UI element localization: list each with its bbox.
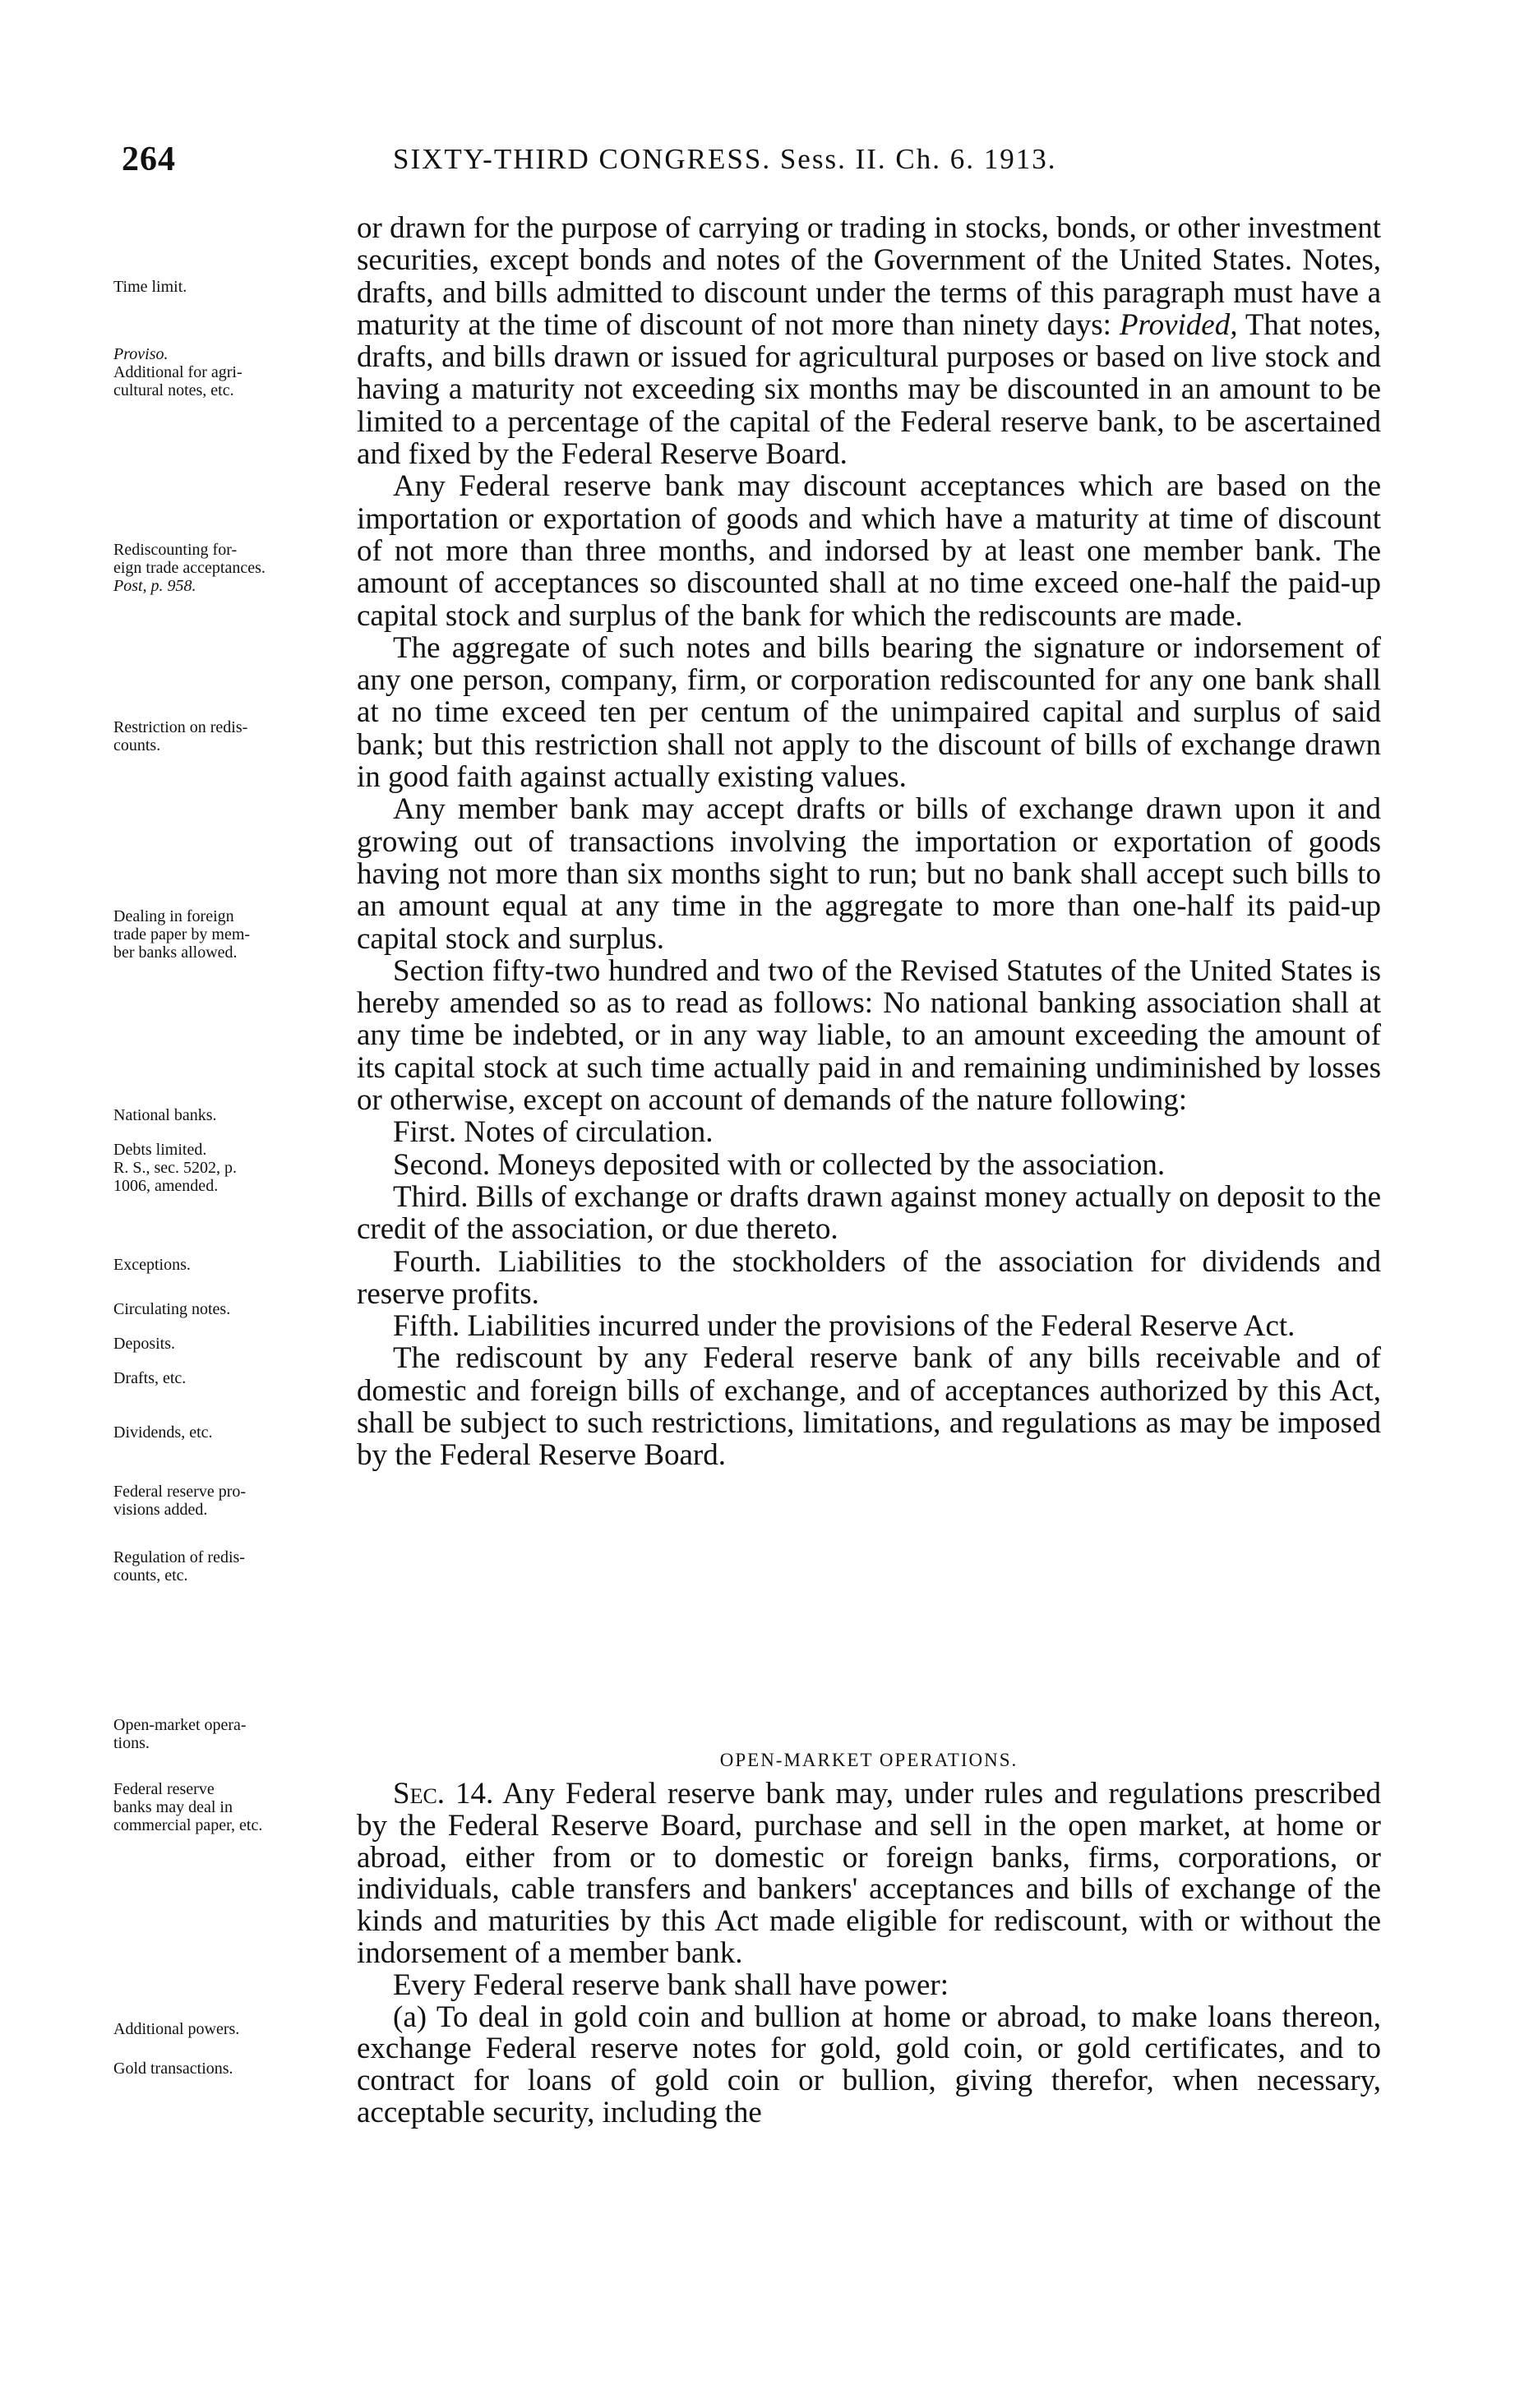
margin-note: Dividends, etc.	[113, 1423, 213, 1442]
margin-note: Regulation of redis-	[113, 1548, 245, 1566]
margin-note: banks may deal in	[113, 1798, 233, 1816]
margin-note: Additional powers.	[113, 2020, 240, 2038]
list-item: Second. Moneys deposited with or collected by the association.	[393, 1147, 1166, 1182]
margin-note: counts, etc.	[113, 1566, 188, 1585]
margin-note: counts.	[113, 736, 161, 754]
margin-note: Time limit.	[113, 278, 187, 296]
margin-note: commercial paper, etc.	[113, 1816, 263, 1834]
margin-note: Proviso.	[113, 345, 169, 363]
margin-note: tions.	[113, 1734, 150, 1752]
list-item: Fourth. Liabilities to the stockholders of the association for dividends and reserve profits.	[357, 1244, 1381, 1311]
list-item: Fifth. Liabilities incurred under the provisions of the Federal Reserve Act.	[393, 1309, 1296, 1344]
paragraph: The aggregate of such notes and bills bearing the signature or indorsement of any one person, company, firm, or corporation rediscounted for any one bank shall at no time exceed ten per centum of the unimpaired capital and surplus of said bank; but this restriction shall not apply to the discount of bills of exchange drawn in good faith against actually existing values.	[357, 630, 1381, 795]
margin-note: Gold transactions.	[113, 2060, 233, 2078]
margin-note: Deposits.	[113, 1335, 175, 1353]
margin-note: ber banks allowed.	[113, 943, 238, 962]
margin-note: trade paper by mem-	[113, 925, 251, 943]
list-item: Third. Bills of exchange or drafts drawn against money actually on deposit to the credit of the association, or due thereto.	[357, 1179, 1381, 1247]
section-heading: OPEN-MARKET OPERATIONS.	[719, 1750, 1018, 1770]
page-header	[122, 140, 1381, 189]
margin-note: visions added.	[113, 1501, 208, 1519]
paragraph: Section fifty-two hundred and two of the Revised Statutes of the United States is hereby amended so as to read as follows: No national banking association shall at any time be indebted, or in any way liable, to an amount exceeding the amount of its capital stock at such time actually paid in and remaining undiminished by losses or otherwise, except on account of demands of the nature following:	[357, 953, 1381, 1118]
paragraph: Any Federal reserve bank may discount acceptances which are based on the importation or exportation of goods and which have a maturity at time of discount of not more than three months, and indorsed by at least one member bank. The amount of acceptances so discounted shall at no time exceed one-half the paid-up capital stock and surplus of the bank for which the rediscounts are made.	[357, 469, 1381, 633]
margin-note: cultural notes, etc.	[113, 381, 234, 399]
margin-note: Federal reserve	[113, 1780, 215, 1798]
margin-note: Restriction on redis-	[113, 718, 248, 736]
margin-note: Post, p. 958.	[113, 577, 196, 595]
margin-note: National banks.	[113, 1106, 217, 1124]
paragraph: Every Federal reserve bank shall have power:	[393, 1967, 949, 2002]
paragraph: or drawn for the purpose of carrying or trading in stocks, bonds, or other investment securities, except bonds and notes of the Government of the United States. Notes, drafts, and bills admitted to discount under the terms of this paragraph must have a maturity at the time of discount of not more than ninety days: Provided, That notes, drafts, and bills drawn or issued for agricultural purposes or based on live stock and having a maturity not exceeding six months may be discounted in an amount to be limited to a percentage of the capital of the Federal reserve bank, to be ascertained and fixed by the Federal Reserve Board.	[357, 211, 1382, 472]
margin-note: Exceptions.	[113, 1256, 191, 1274]
margin-note: Federal reserve pro-	[113, 1483, 247, 1501]
running-head: SIXTY-THIRD CONGRESS. Sess. II. Ch. 6. 1913.	[393, 143, 1057, 175]
margin-note: eign trade acceptances.	[113, 559, 266, 577]
margin-note: Drafts, etc.	[113, 1369, 187, 1387]
paragraph: The rediscount by any Federal reserve bank of any bills receivable and of domestic and foreign bills of exchange, and of acceptances authorized by this Act, shall be subject to such restrictions, limitations, and regulations as may be imposed by the Federal Reserve Board.	[357, 1341, 1381, 1473]
margin-note: Debts limited.	[113, 1141, 207, 1159]
margin-note: R. S., sec. 5202, p.	[113, 1159, 237, 1177]
margin-note: Open-market opera-	[113, 1716, 247, 1734]
section-14-text	[357, 1778, 1381, 2129]
body-text	[357, 212, 1381, 1472]
margin-note: Rediscounting for-	[113, 541, 238, 559]
margin-note: Additional for agri-	[113, 363, 242, 381]
paragraph: (a) To deal in gold coin and bullion at home or abroad, to make loans thereon, exchange Federal reserve notes for gold, gold coin, or gold certificates, and to contract for loans of gold coin or bullion, giving therefor, when necessary, acceptable security, including the	[357, 2000, 1381, 2129]
margin-note: Dealing in foreign	[113, 907, 234, 925]
paragraph: Any member bank may accept drafts or bills of exchange drawn upon it and growing out of transactions involving the importation or exportation of goods having not more than six months sight to run; but no bank shall accept such bills to an amount equal at any time in the aggregate to more than one-half its paid-up capital stock and surplus.	[357, 792, 1381, 956]
margin-note: Circulating notes.	[113, 1300, 231, 1318]
paragraph: Sec. 14. Any Federal reserve bank may, under rules and regulations prescribed by the Federal Reserve Board, purchase and sell in the open market, at home or abroad, either from or to domestic or foreign banks, firms, corporations, or individuals, cable transfers and bankers' acceptances and bills of exchange of the kinds and maturities by this Act made eligible for rediscount, with or without the indorsement of a member bank.	[357, 1777, 1381, 1970]
page-number: 264	[122, 141, 176, 178]
margin-note: 1006, amended.	[113, 1177, 219, 1195]
list-item: First. Notes of circulation.	[393, 1115, 714, 1150]
section-label: Sec. 14.	[393, 1777, 494, 1811]
